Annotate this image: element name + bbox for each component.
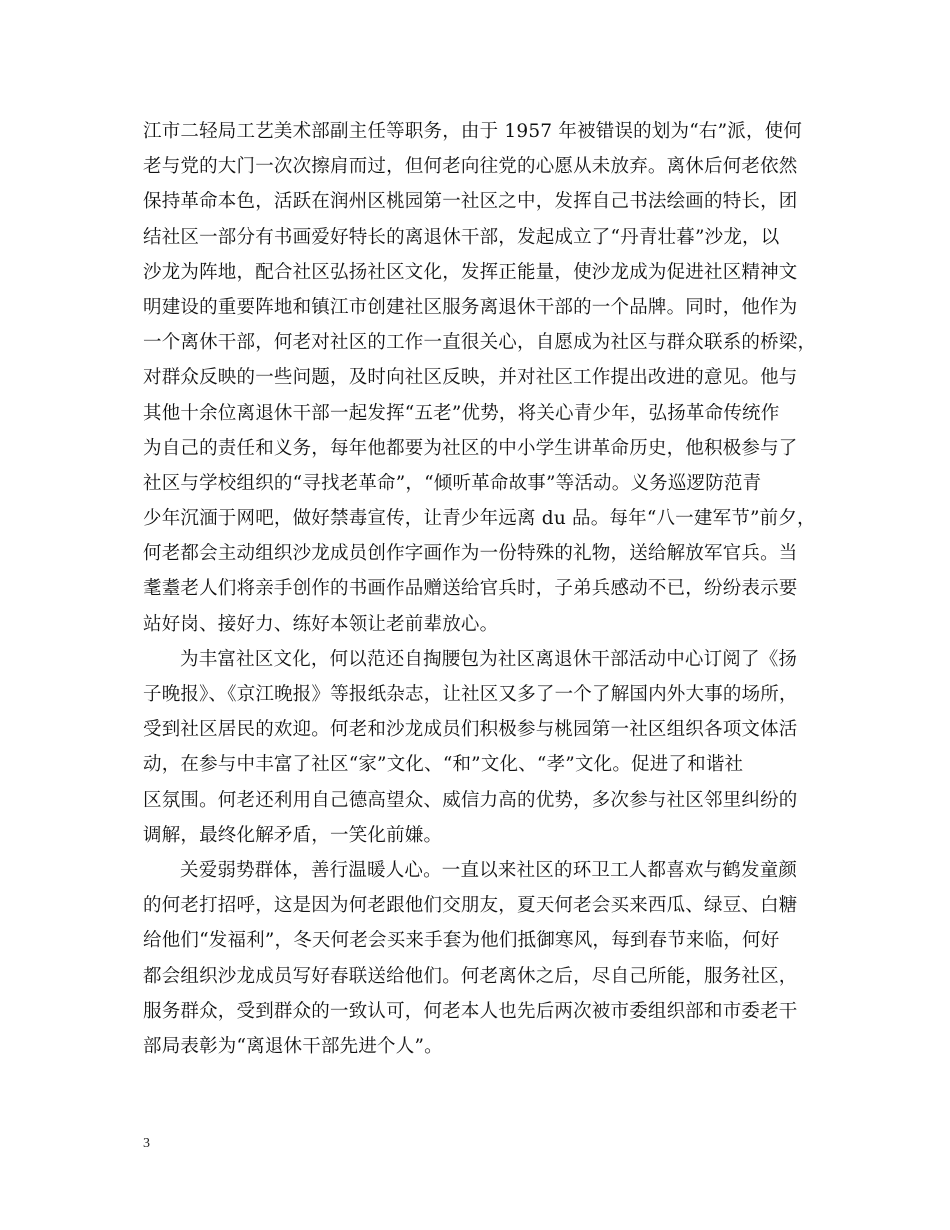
text-line: 社区与学校组织的“寻找老革命”，“倾听革命故事”等活动。义务巡逻防范青 <box>143 472 762 494</box>
text-line: 保持革命本色，活跃在润州区桃园第一社区之中，发挥自己书法绘画的特长，团 <box>143 191 798 213</box>
text-line: 一个离休干部，何老对社区的工作一直很关心，自愿成为社区与群众联系的桥梁， <box>143 332 817 354</box>
text-line: 为自己的责任和义务，每年他都要为社区的中小学生讲革命历史，他积极参与了 <box>143 437 798 459</box>
body-text <box>143 114 817 1064</box>
text-line: 明建设的重要阵地和镇江市创建社区服务离退休干部的一个品牌。同时，他作为 <box>143 296 798 318</box>
text-line: 动，在参与中丰富了社区“家”文化、“和”文化、“孝”文化。促进了和谐社 <box>143 754 744 776</box>
text-line: 区氛围。何老还利用自己德高望众、威信力高的优势，多次参与社区邻里纠纷的 <box>143 789 798 811</box>
text-line: 少年沉湎于网吧，做好禁毒宣传，让青少年远离 du 品。每年“八一建军节”前夕， <box>143 508 816 530</box>
text-line: 结社区一部分有书画爱好特长的离退休干部，发起成立了“丹青壮暮”沙龙，以 <box>143 226 780 248</box>
text-line: 为丰富社区文化，何以范还自掏腰包为社区离退休干部活动中心订阅了《扬 <box>180 648 798 670</box>
paragraph <box>143 114 817 642</box>
text-line: 沙龙为阵地，配合社区弘扬社区文化，发挥正能量，使沙龙成为促进社区精神文 <box>143 261 798 283</box>
text-line: 站好岗、接好力、练好本领让老前辈放心。 <box>143 613 499 635</box>
text-line: 的何老打招呼，这是因为何老跟他们交朋友，夏天何老会买来西瓜、绿豆、白糖 <box>143 895 798 917</box>
paragraph <box>143 853 809 1064</box>
text-line: 江市二轻局工艺美术部副主任等职务，由于 1957 年被错误的划为“右”派，使何 <box>143 121 803 142</box>
text-line: 服务群众，受到群众的一致认可，何老本人也先后两次被市委组织部和市委老干 <box>143 1000 798 1022</box>
page-number: 3 <box>143 1136 150 1151</box>
text-line: 调解，最终化解矛盾，一笑化前嫌。 <box>143 824 443 846</box>
text-line: 何老都会主动组织沙龙成员创作字画作为一份特殊的礼物，送给解放军官兵。当 <box>143 543 798 565</box>
text-line: 部局表彰为“离退休干部先进个人”。 <box>143 1035 443 1057</box>
text-line: 都会组织沙龙成员写好春联送给他们。何老离休之后，尽自己所能，服务社区， <box>143 965 798 987</box>
text-line: 关爱弱势群体，善行温暖人心。一直以来社区的环卫工人都喜欢与鹤发童颜 <box>180 859 798 881</box>
text-line: 耄耋老人们将亲手创作的书画作品赠送给官兵时，子弟兵感动不已，纷纷表示要 <box>143 578 798 600</box>
text-line: 子晚报》、《京江晚报》等报纸杂志，让社区又多了一个了解国内外大事的场所， <box>143 684 798 705</box>
text-line: 受到社区居民的欢迎。何老和沙龙成员们积极参与桃园第一社区组织各项文体活 <box>143 719 798 741</box>
text-line: 其他十余位离退休干部一起发挥“五老”优势，将关心青少年，弘扬革命传统作 <box>143 402 780 424</box>
paragraph <box>143 642 809 853</box>
text-line: 给他们“发福利”，冬天何老会买来手套为他们抵御寒风，每到春节来临，何好 <box>143 930 780 952</box>
text-line: 老与党的大门一次次擦肩而过，但何老向往党的心愿从未放弃。离休后何老依然 <box>143 156 798 178</box>
text-line: 对群众反映的一些问题，及时向社区反映，并对社区工作提出改进的意见。他与 <box>143 367 798 389</box>
